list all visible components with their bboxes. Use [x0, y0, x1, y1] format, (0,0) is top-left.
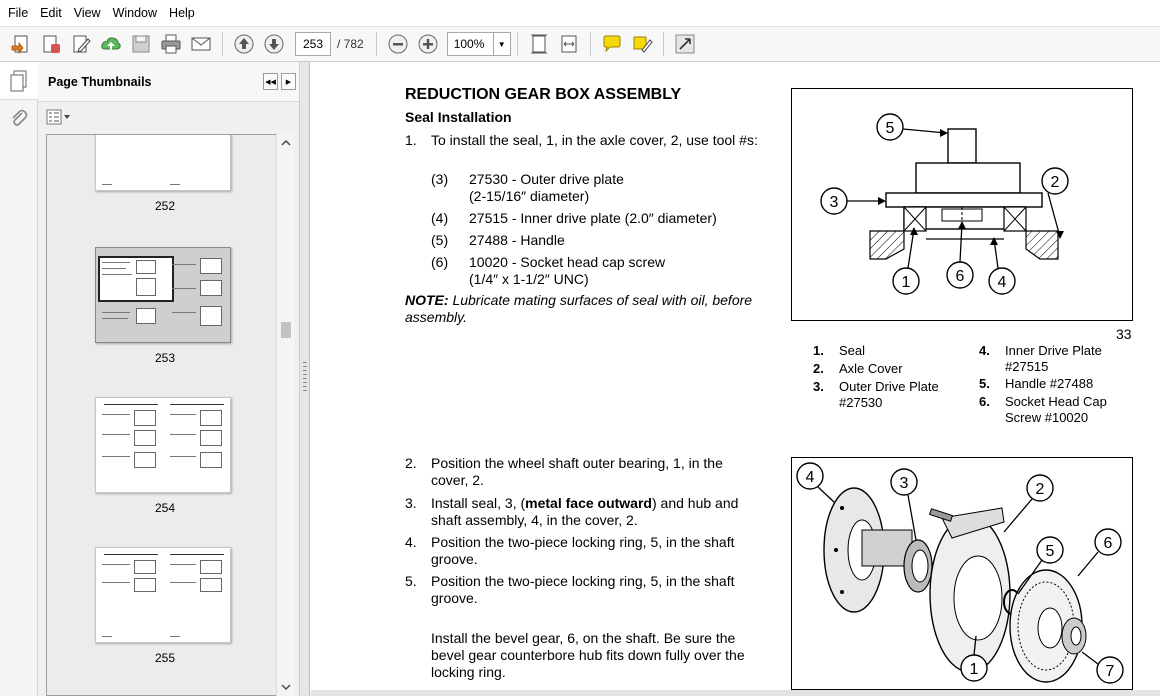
next-page-icon[interactable]	[259, 29, 289, 59]
legend-text: Handle #27488	[1005, 376, 1094, 391]
expand-icon[interactable]	[670, 29, 700, 59]
callout-5: 5	[885, 120, 895, 137]
highlight-icon[interactable]	[627, 29, 657, 59]
step-number: 3.	[405, 495, 417, 511]
edit-icon[interactable]	[66, 29, 96, 59]
fit-page-icon[interactable]	[524, 29, 554, 59]
callout-6: 6	[955, 268, 965, 285]
thumbnails-header	[38, 62, 299, 102]
menu-view[interactable]: View	[73, 6, 101, 20]
menu-edit[interactable]: Edit	[40, 6, 62, 20]
prev-page-icon[interactable]	[229, 29, 259, 59]
toolbar-separator	[590, 32, 591, 56]
thumbnails-panel	[38, 62, 300, 696]
menu-file[interactable]: File	[8, 6, 29, 20]
toolbar	[0, 26, 1160, 62]
figure-gearbox-exploded	[791, 457, 1133, 690]
callout-7: 7	[1105, 663, 1115, 680]
legend-text: Socket Head Cap Screw #10020	[1005, 394, 1107, 425]
seal-tool-diagram	[792, 89, 1132, 320]
callout-1: 1	[901, 274, 911, 291]
step-number: 2.	[405, 455, 417, 471]
legend-number: 3.	[813, 379, 824, 394]
callout-4: 4	[997, 274, 1007, 291]
toolbar-separator	[376, 32, 377, 56]
tool-line: 10020 - Socket head cap screw	[469, 254, 666, 270]
gearbox-exploded-diagram	[792, 458, 1132, 689]
tool-number: (6)	[431, 254, 449, 270]
thumbnail-label: 252	[154, 199, 176, 213]
step-text: To install the seal, 1, in the axle cover, 2, use tool #s:	[431, 132, 758, 148]
legend-number: 2.	[813, 361, 824, 376]
step-text-bold: metal face outward	[525, 495, 652, 511]
callout-2: 2	[1050, 174, 1060, 191]
tool-line: 27515 - Inner drive plate (2.0″ diameter)	[469, 210, 717, 226]
collapse-panel-icon[interactable]: ◀◀	[263, 73, 278, 90]
tool-number: (4)	[431, 210, 449, 226]
section-title: REDUCTION GEAR BOX ASSEMBLY	[405, 86, 682, 103]
fit-width-icon[interactable]	[554, 29, 584, 59]
upload-icon[interactable]	[96, 29, 126, 59]
options-menu-icon[interactable]	[46, 109, 72, 125]
callout-2: 2	[1035, 481, 1045, 498]
document-view[interactable]	[311, 62, 1160, 696]
thumbnail-label: 255	[154, 651, 176, 665]
scrollbar-thumb[interactable]	[281, 322, 291, 338]
menu-bar	[0, 0, 1160, 26]
step-text: Position the wheel shaft outer bearing, 1, in the cover, 2.	[431, 455, 723, 488]
callout-4: 4	[805, 469, 815, 486]
legend-text: Outer Drive Plate #27530	[839, 379, 939, 410]
step-text-part: Install seal, 3, (	[431, 495, 526, 511]
thumbnail-label: 254	[154, 501, 176, 515]
thumbnail-list	[46, 134, 282, 696]
zoom-in-icon[interactable]	[413, 29, 443, 59]
legend-text: Inner Drive Plate #27515	[1005, 343, 1102, 374]
legend-number: 5.	[979, 376, 990, 391]
page-thumbnails-icon[interactable]	[0, 62, 38, 100]
panel-menu-icon[interactable]: ▶	[281, 73, 296, 90]
step-number: 4.	[405, 534, 417, 550]
step-text: Position the two-piece locking ring, 5, in the shaft groove.	[431, 534, 735, 567]
step-text: Install the bevel gear, 6, on the shaft. Be sure the bevel gear counterbore hub fits down fully over the locking ring.	[431, 630, 745, 680]
page-total: / 782	[337, 37, 364, 51]
callout-5: 5	[1045, 543, 1055, 560]
step-text-part: ) and hub and shaft assembly, 4, in the cover, 2.	[431, 495, 739, 528]
thumbnail-page[interactable]	[95, 134, 231, 191]
legend-number: 6.	[979, 394, 990, 409]
step-number: 1.	[405, 132, 417, 148]
legend-number: 4.	[979, 343, 990, 358]
legend-text: Axle Cover	[839, 361, 903, 376]
chevron-down-icon[interactable]: ▼	[493, 32, 511, 56]
legend-number: 1.	[813, 343, 824, 358]
panel-title: Page Thumbnails	[48, 74, 152, 89]
scroll-up-icon[interactable]	[280, 138, 292, 148]
create-icon[interactable]	[6, 29, 36, 59]
scroll-down-icon[interactable]	[280, 682, 292, 692]
note	[405, 292, 753, 326]
menu-help[interactable]: Help	[169, 6, 195, 20]
tool-line: 27530 - Outer drive plate	[469, 171, 624, 187]
note-label: NOTE:	[405, 292, 449, 308]
callout-6: 6	[1103, 535, 1113, 552]
section-subtitle: Seal Installation	[405, 109, 512, 125]
figure-seal-tooling	[791, 88, 1133, 321]
thumbnail-page[interactable]	[95, 547, 231, 643]
toolbar-separator	[517, 32, 518, 56]
step-text: Position the two-piece locking ring, 5, in the shaft groove.	[431, 573, 735, 606]
zoom-input[interactable]: 100%	[447, 32, 493, 56]
panel-splitter[interactable]	[300, 62, 310, 696]
tool-line: (2-15/16″ diameter)	[469, 188, 590, 204]
tool-line: 27488 - Handle	[469, 232, 565, 248]
page-number-input[interactable]: 253	[295, 32, 331, 56]
thumbnail-label: 253	[154, 351, 176, 365]
thumbnail-page[interactable]	[95, 247, 231, 343]
tool-number: (3)	[431, 171, 449, 187]
convert-icon[interactable]	[36, 29, 66, 59]
tool-number: (5)	[431, 232, 449, 248]
page-bottom-edge	[311, 690, 1160, 696]
thumbnail-page[interactable]	[95, 397, 231, 493]
step-number: 5.	[405, 573, 417, 589]
attachment-icon[interactable]	[0, 100, 38, 138]
step-text	[431, 495, 757, 529]
email-icon[interactable]	[186, 29, 216, 59]
legend-text: Seal	[839, 343, 866, 358]
callout-3: 3	[899, 475, 909, 492]
note-text: Lubricate mating surfaces of seal with oil, before assembly.	[405, 292, 753, 325]
tool-line: (1/4″ x 1-1/2″ UNC)	[469, 271, 589, 287]
callout-1: 1	[969, 661, 979, 678]
figure-number: 33	[1116, 326, 1132, 342]
print-icon[interactable]	[156, 29, 186, 59]
thumbnail-scrollbar[interactable]	[276, 134, 294, 696]
comment-icon[interactable]	[597, 29, 627, 59]
zoom-control	[447, 32, 511, 56]
save-icon[interactable]	[126, 29, 156, 59]
zoom-out-icon[interactable]	[383, 29, 413, 59]
thumbnail-options[interactable]	[38, 102, 299, 132]
callout-3: 3	[829, 194, 839, 211]
navigation-rail	[0, 62, 38, 696]
menu-window[interactable]: Window	[112, 6, 158, 20]
toolbar-separator	[663, 32, 664, 56]
toolbar-separator	[222, 32, 223, 56]
